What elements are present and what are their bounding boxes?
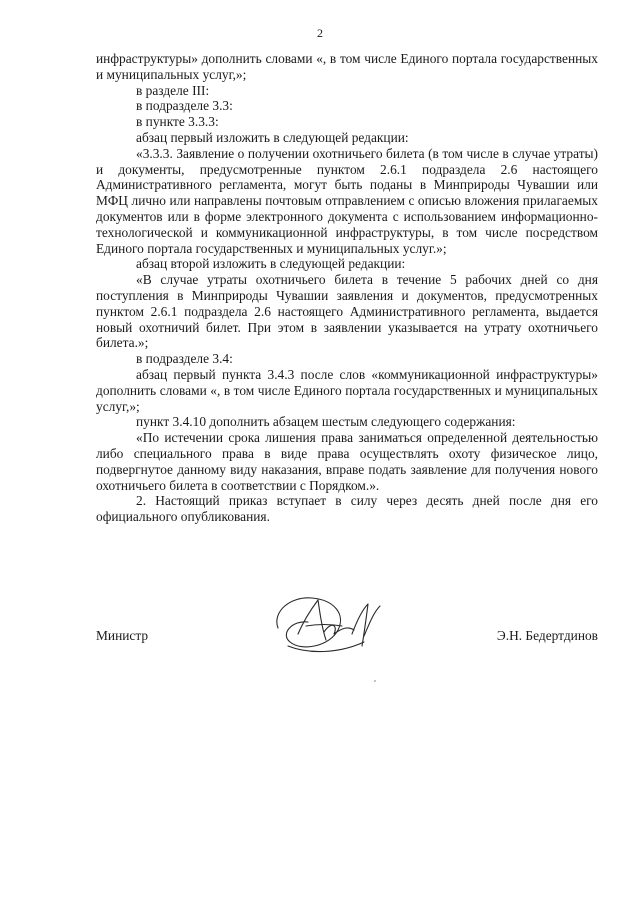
scan-artifact: [374, 680, 376, 682]
paragraph-subsection-3-4: в подразделе 3.4:: [136, 351, 233, 367]
paragraph-clause-3-4-3: абзац первый пункта 3.4.3 после слов «коммуникационной инфраструктуры» дополнить словами «, в том числе Единого портала государственных и муниципальных услуг,»;: [96, 366, 598, 414]
document-body: [96, 51, 598, 525]
paragraph-quoted-deprivation: «По истечении срока лишения права заниматься определенной деятельностью либо специального права в виде права осуществлять охоту физическое лицо, подвергнутое данному виду наказания, вправе подать заявление для получения нового охотничьего билета в соответствии с Порядком.».: [96, 430, 598, 493]
paragraph-first-indent-edit: абзац первый изложить в следующей редакции:: [136, 129, 409, 145]
paragraph-clause-3-3-3: в пункте 3.3.3:: [136, 114, 219, 130]
paragraph-subsection-3-3: в подразделе 3.3:: [136, 98, 233, 114]
page-number: 2: [317, 26, 323, 40]
signer-position: Министр: [96, 628, 149, 643]
signer-name: Э.Н. Бедертдинов: [496, 628, 598, 643]
paragraph-quoted-3-3-3: «3.3.3. Заявление о получении охотничьего билета (в том числе в случае утраты) и документы, предусмотренные пунктом 2.6.1 подраздела 2.6 настоящего Административного регламента, могут быть поданы в Минприроды Чувашии или МФЦ лично или направлены почтовым отправлением с описью вложения прилагаемых документов или в форме электронного документа с использованием информационно-технологической и коммуникационной инфраструктуры, в том числе посредством Единого портала государственных и муниципальных услуг.»;: [96, 145, 598, 256]
paragraph-section-3: в разделе III:: [136, 82, 210, 98]
paragraph-effective-date: 2. Настоящий приказ вступает в силу через десять дней после дня его официального опубликования.: [96, 493, 598, 525]
paragraph-second-indent-edit: абзац второй изложить в следующей редакции:: [136, 256, 406, 272]
paragraph-quoted-loss-case: «В случае утраты охотничьего билета в течение 5 рабочих дней со дня поступления в Минприроды Чувашии заявления и документов, предусмотренных пунктом 2.6.1 подраздела 2.6 настоящего Административного регламента, выдается новый охотничий билет. При этом в заявлении указывается на утрату охотничьего билета.»;: [96, 272, 598, 351]
handwritten-signature: [268, 590, 384, 660]
paragraph-continuation: инфраструктуры» дополнить словами «, в том числе Единого портала государственных и муниципальных услуг,»;: [96, 51, 598, 82]
paragraph-clause-3-4-10: пункт 3.4.10 дополнить абзацем шестым следующего содержания:: [136, 414, 516, 430]
